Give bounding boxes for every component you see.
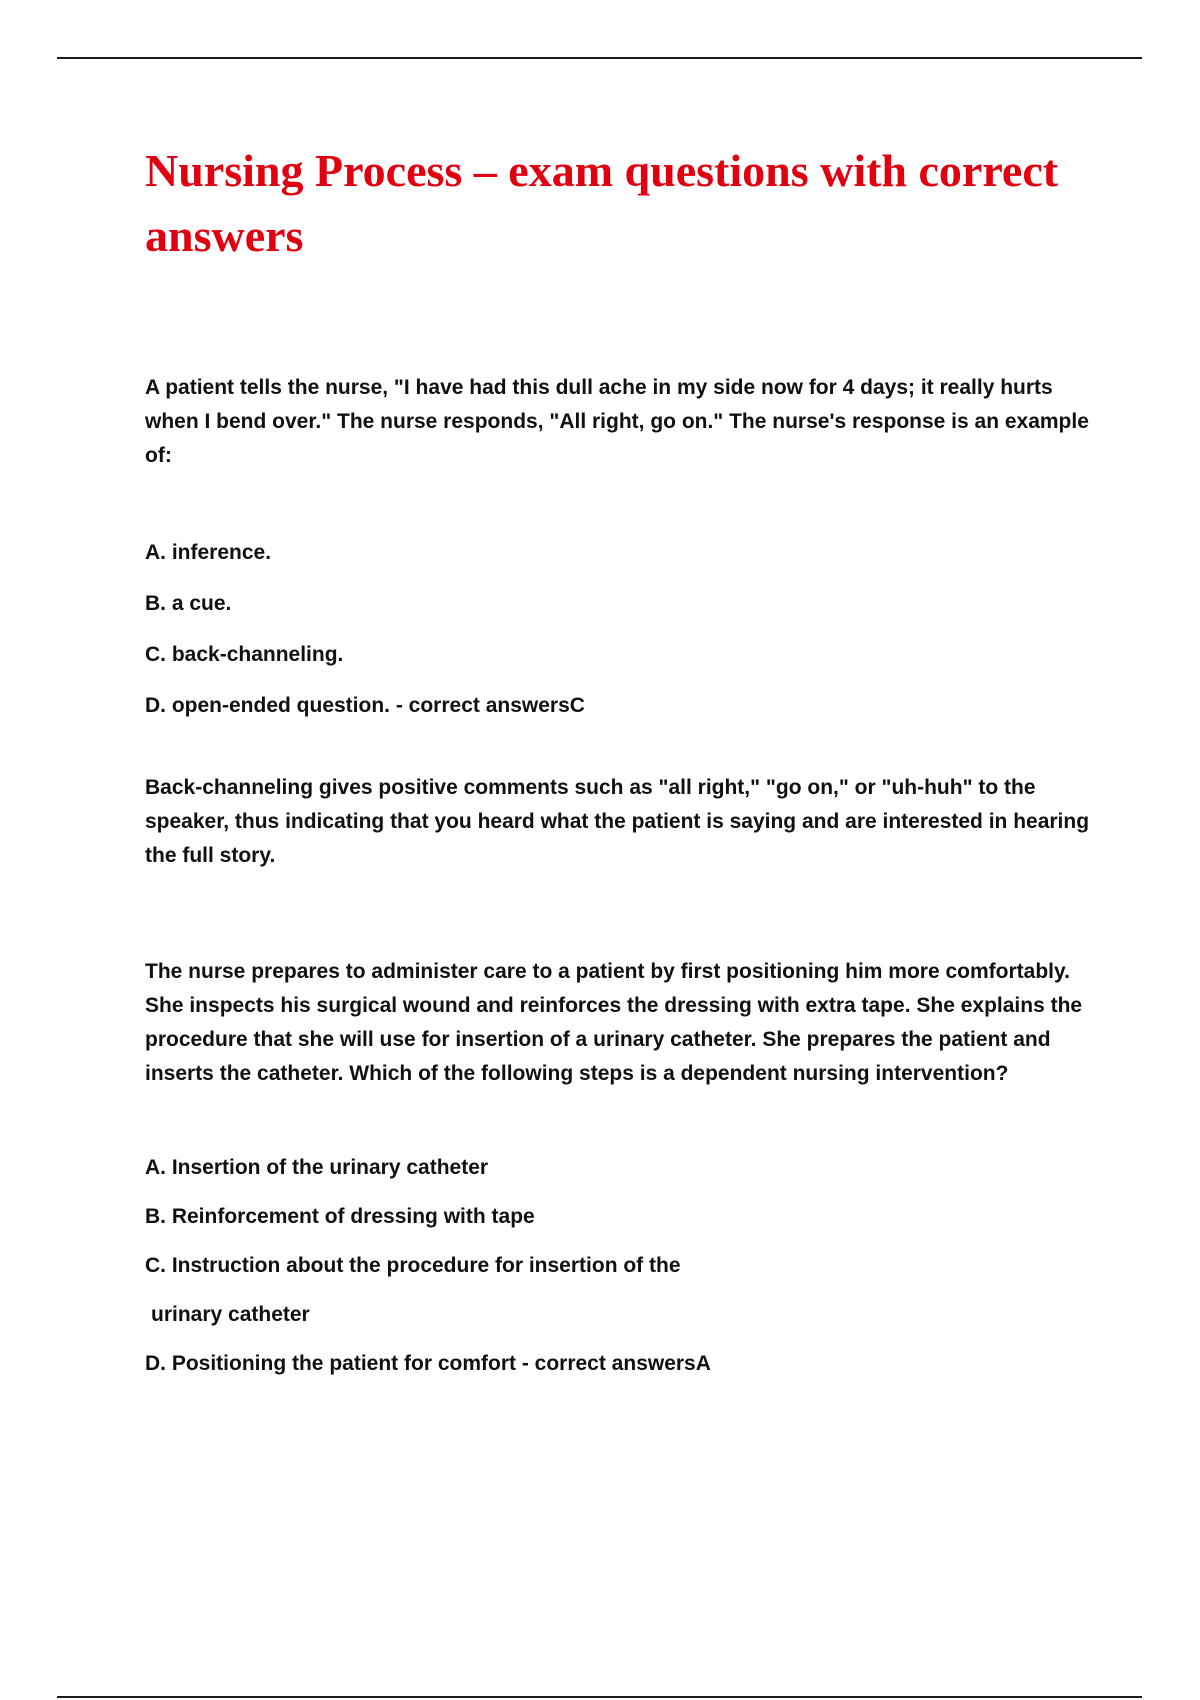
question-2-options: [145, 1151, 1105, 1381]
question-2-option-a: A. Insertion of the urinary catheter: [145, 1156, 489, 1179]
question-1-stem: A patient tells the nurse, "I have had this dull ache in my side now for 4 days; it really hurts when I bend over." The nurse responds, "All right, go on." The nurse's response is an example of:: [145, 376, 1089, 467]
document-body: [145, 138, 1105, 1396]
document-title: Nursing Process – exam questions with correct answers: [145, 145, 1059, 261]
question-1-option-b: B. a cue.: [145, 592, 232, 615]
question-2-option-c-continued: urinary catheter: [151, 1303, 310, 1326]
question-1-option-a: A. inference.: [145, 541, 272, 564]
question-1-explanation: Back-channeling gives positive comments such as "all right," "go on," or "uh-huh" to the speaker, thus indicating that you heard what the patient is saying and are interested in hearing the full story.: [145, 776, 1090, 867]
question-2-option-b: B. Reinforcement of dressing with tape: [145, 1205, 535, 1228]
question-1-option-c: C. back-channeling.: [145, 643, 344, 666]
top-rule: [57, 57, 1142, 59]
bottom-rule: [57, 1696, 1142, 1698]
question-2-option-c: C. Instruction about the procedure for insertion of the: [145, 1254, 681, 1277]
question-1-options: [145, 536, 1105, 723]
question-2-option-d: D. Positioning the patient for comfort - correct answersA: [145, 1352, 711, 1375]
question-1-option-d: D. open-ended question. - correct answersC: [145, 694, 585, 717]
question-2-stem: The nurse prepares to administer care to a patient by first positioning him more comfortably. She inspects his surgical wound and reinforces the dressing with extra tape. She explains the procedure that she will use for insertion of a urinary catheter. She prepares the patient and inserts the catheter. Which of the following steps is a dependent nursing intervention?: [145, 960, 1083, 1085]
